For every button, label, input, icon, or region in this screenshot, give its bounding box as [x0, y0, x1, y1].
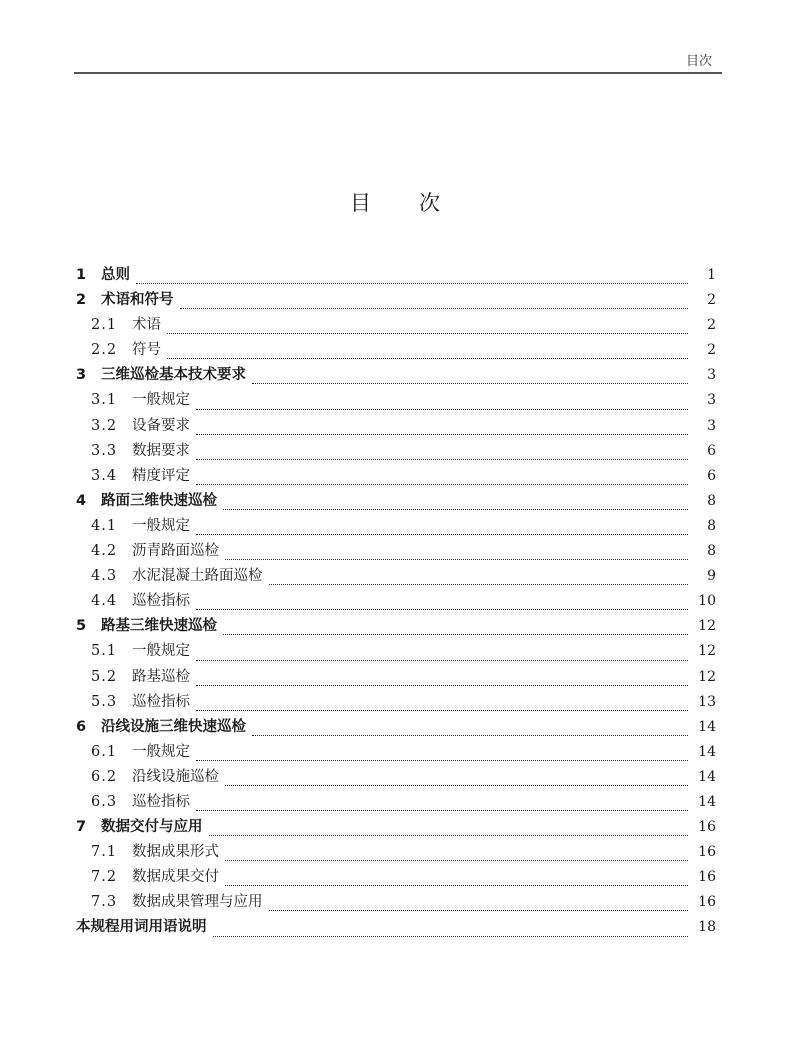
toc-entry-number: 4.3 — [91, 568, 118, 585]
dot-leader — [225, 785, 688, 786]
toc-entry-number: 7.2 — [91, 869, 118, 886]
toc-entry-title: 数据成果形式 — [132, 844, 219, 861]
toc-entry-page: 8 — [707, 517, 716, 534]
toc-entry[interactable] — [76, 865, 716, 890]
toc-entry-number: 4.4 — [91, 593, 118, 610]
toc-entry-page: 8 — [707, 543, 716, 560]
toc-entry-title: 水泥混凝土路面巡检 — [132, 568, 263, 585]
toc-entry[interactable] — [76, 288, 716, 313]
page-title-char-1: 目 — [350, 191, 371, 215]
toc-entry-page: 12 — [698, 618, 716, 635]
dot-leader — [209, 835, 689, 836]
toc-entry-number: 6.3 — [91, 793, 118, 810]
toc-entry-title: 数据要求 — [132, 442, 190, 459]
toc-entry-page: 3 — [707, 417, 716, 434]
toc-entry-title: 沥青路面巡检 — [132, 543, 219, 560]
toc-entry[interactable] — [76, 414, 716, 439]
toc-entry-number: 6 — [76, 718, 87, 735]
toc-entry-page: 18 — [698, 919, 716, 936]
toc-entry[interactable] — [76, 564, 716, 589]
toc-entry-page: 6 — [707, 467, 716, 484]
toc-entry[interactable] — [76, 790, 716, 815]
dot-leader — [196, 459, 688, 460]
toc-entry-page: 16 — [698, 844, 716, 861]
toc-entry-number: 3 — [76, 367, 87, 384]
dot-leader — [136, 283, 688, 284]
toc-entry[interactable] — [76, 740, 716, 765]
dot-leader — [269, 584, 689, 585]
toc-entry[interactable] — [76, 313, 716, 338]
toc-entry[interactable] — [76, 915, 716, 940]
toc-entry-page: 12 — [698, 643, 716, 660]
toc-entry[interactable] — [76, 539, 716, 564]
dot-leader — [196, 760, 688, 761]
toc-entry-page: 1 — [707, 267, 716, 283]
toc-entry-title: 一般规定 — [132, 392, 190, 409]
toc-entry[interactable] — [76, 639, 716, 664]
toc-entry[interactable] — [76, 665, 716, 690]
toc-entry-page: 6 — [707, 442, 716, 459]
toc-entry-number: 6.1 — [91, 743, 118, 760]
toc-entry-title: 路基三维快速巡检 — [101, 618, 217, 635]
dot-leader — [167, 358, 688, 359]
dot-leader — [252, 735, 688, 736]
toc-entry-number: 1 — [76, 267, 87, 283]
toc-entry-page: 9 — [707, 568, 716, 585]
toc-entry-number: 5.3 — [91, 693, 118, 710]
dot-leader — [180, 308, 689, 309]
toc-entry[interactable] — [76, 439, 716, 464]
toc-entry-page: 2 — [707, 317, 716, 334]
toc-entry-title: 符号 — [132, 342, 161, 359]
toc-entry-title: 路基巡检 — [132, 668, 190, 685]
toc-entry[interactable] — [76, 690, 716, 715]
toc-entry-number: 5.1 — [91, 643, 118, 660]
dot-leader — [223, 509, 688, 510]
toc-entry[interactable] — [76, 715, 716, 740]
table-of-contents — [76, 263, 716, 941]
toc-entry-page: 14 — [698, 793, 716, 810]
toc-entry-title: 总则 — [101, 267, 130, 283]
toc-entry-page: 2 — [707, 342, 716, 359]
dot-leader — [196, 434, 688, 435]
page-title — [0, 187, 790, 217]
toc-entry-number: 4.1 — [91, 517, 118, 534]
toc-entry[interactable] — [76, 765, 716, 790]
toc-entry[interactable] — [76, 815, 716, 840]
page-title-char-2: 次 — [419, 191, 440, 215]
toc-entry-page: 16 — [698, 869, 716, 886]
toc-entry-page: 12 — [698, 668, 716, 685]
dot-leader — [225, 559, 688, 560]
toc-entry-title: 沿线设施巡检 — [132, 768, 219, 785]
dot-leader — [196, 534, 688, 535]
toc-entry-number: 7.1 — [91, 844, 118, 861]
toc-entry-title: 三维巡检基本技术要求 — [101, 367, 246, 384]
toc-entry-title: 本规程用词用语说明 — [76, 919, 207, 936]
toc-entry[interactable] — [76, 589, 716, 614]
toc-entry-title: 巡检指标 — [132, 593, 190, 610]
toc-entry-title: 设备要求 — [132, 417, 190, 434]
toc-entry-number: 2.2 — [91, 342, 118, 359]
dot-leader — [167, 333, 688, 334]
toc-entry-page: 3 — [707, 392, 716, 409]
toc-entry-page: 10 — [698, 593, 716, 610]
toc-entry-title: 巡检指标 — [132, 693, 190, 710]
dot-leader — [196, 409, 688, 410]
dot-leader — [196, 685, 688, 686]
toc-entry-title: 术语和符号 — [101, 292, 174, 309]
dot-leader — [225, 885, 688, 886]
toc-entry-title: 巡检指标 — [132, 793, 190, 810]
toc-entry-number: 6.2 — [91, 768, 118, 785]
toc-entry-title: 一般规定 — [132, 643, 190, 660]
toc-entry-title: 沿线设施三维快速巡检 — [101, 718, 246, 735]
dot-leader — [213, 936, 689, 937]
toc-entry-number: 3.3 — [91, 442, 118, 459]
dot-leader — [223, 634, 688, 635]
dot-leader — [225, 860, 688, 861]
toc-entry-number: 7.3 — [91, 894, 118, 911]
toc-entry-number: 2 — [76, 292, 87, 309]
toc-entry-title: 一般规定 — [132, 517, 190, 534]
toc-entry[interactable] — [76, 338, 716, 363]
toc-entry-title: 数据成果交付 — [132, 869, 219, 886]
dot-leader — [269, 910, 689, 911]
dot-leader — [252, 383, 688, 384]
toc-entry[interactable] — [76, 840, 716, 865]
toc-entry-page: 13 — [698, 693, 716, 710]
toc-entry-title: 路面三维快速巡检 — [101, 492, 217, 509]
toc-entry-page: 14 — [698, 743, 716, 760]
toc-entry[interactable] — [76, 388, 716, 413]
toc-entry[interactable] — [76, 363, 716, 388]
toc-entry-number: 5.2 — [91, 668, 118, 685]
header-rule — [74, 72, 722, 74]
toc-entry-number: 3.4 — [91, 467, 118, 484]
toc-entry-number: 2.1 — [91, 317, 118, 334]
dot-leader — [196, 660, 688, 661]
toc-entry-page: 14 — [698, 718, 716, 735]
toc-entry-title: 术语 — [132, 317, 161, 334]
toc-entry-number: 3.1 — [91, 392, 118, 409]
dot-leader — [196, 484, 688, 485]
dot-leader — [196, 609, 688, 610]
toc-entry-title: 精度评定 — [132, 467, 190, 484]
toc-entry[interactable] — [76, 614, 716, 639]
running-head: 目次 — [685, 54, 712, 69]
dot-leader — [196, 710, 688, 711]
toc-entry-page: 16 — [698, 894, 716, 911]
toc-entry-number: 4.2 — [91, 543, 118, 560]
toc-entry-number: 7 — [76, 819, 87, 836]
toc-entry-number: 3.2 — [91, 417, 118, 434]
dot-leader — [196, 810, 688, 811]
toc-entry-page: 2 — [707, 292, 716, 309]
toc-entry-page: 8 — [707, 492, 716, 509]
toc-entry-title: 数据交付与应用 — [101, 819, 203, 836]
toc-entry-page: 16 — [698, 819, 716, 836]
toc-entry[interactable] — [76, 464, 716, 489]
toc-entry-page: 14 — [698, 768, 716, 785]
toc-entry-number: 5 — [76, 618, 87, 635]
toc-entry[interactable] — [76, 890, 716, 915]
toc-entry[interactable] — [76, 489, 716, 514]
toc-entry[interactable] — [76, 514, 716, 539]
toc-entry-number: 4 — [76, 492, 87, 509]
toc-entry-page: 3 — [707, 367, 716, 384]
toc-entry[interactable] — [76, 263, 716, 288]
toc-entry-title: 一般规定 — [132, 743, 190, 760]
toc-entry-title: 数据成果管理与应用 — [132, 894, 263, 911]
